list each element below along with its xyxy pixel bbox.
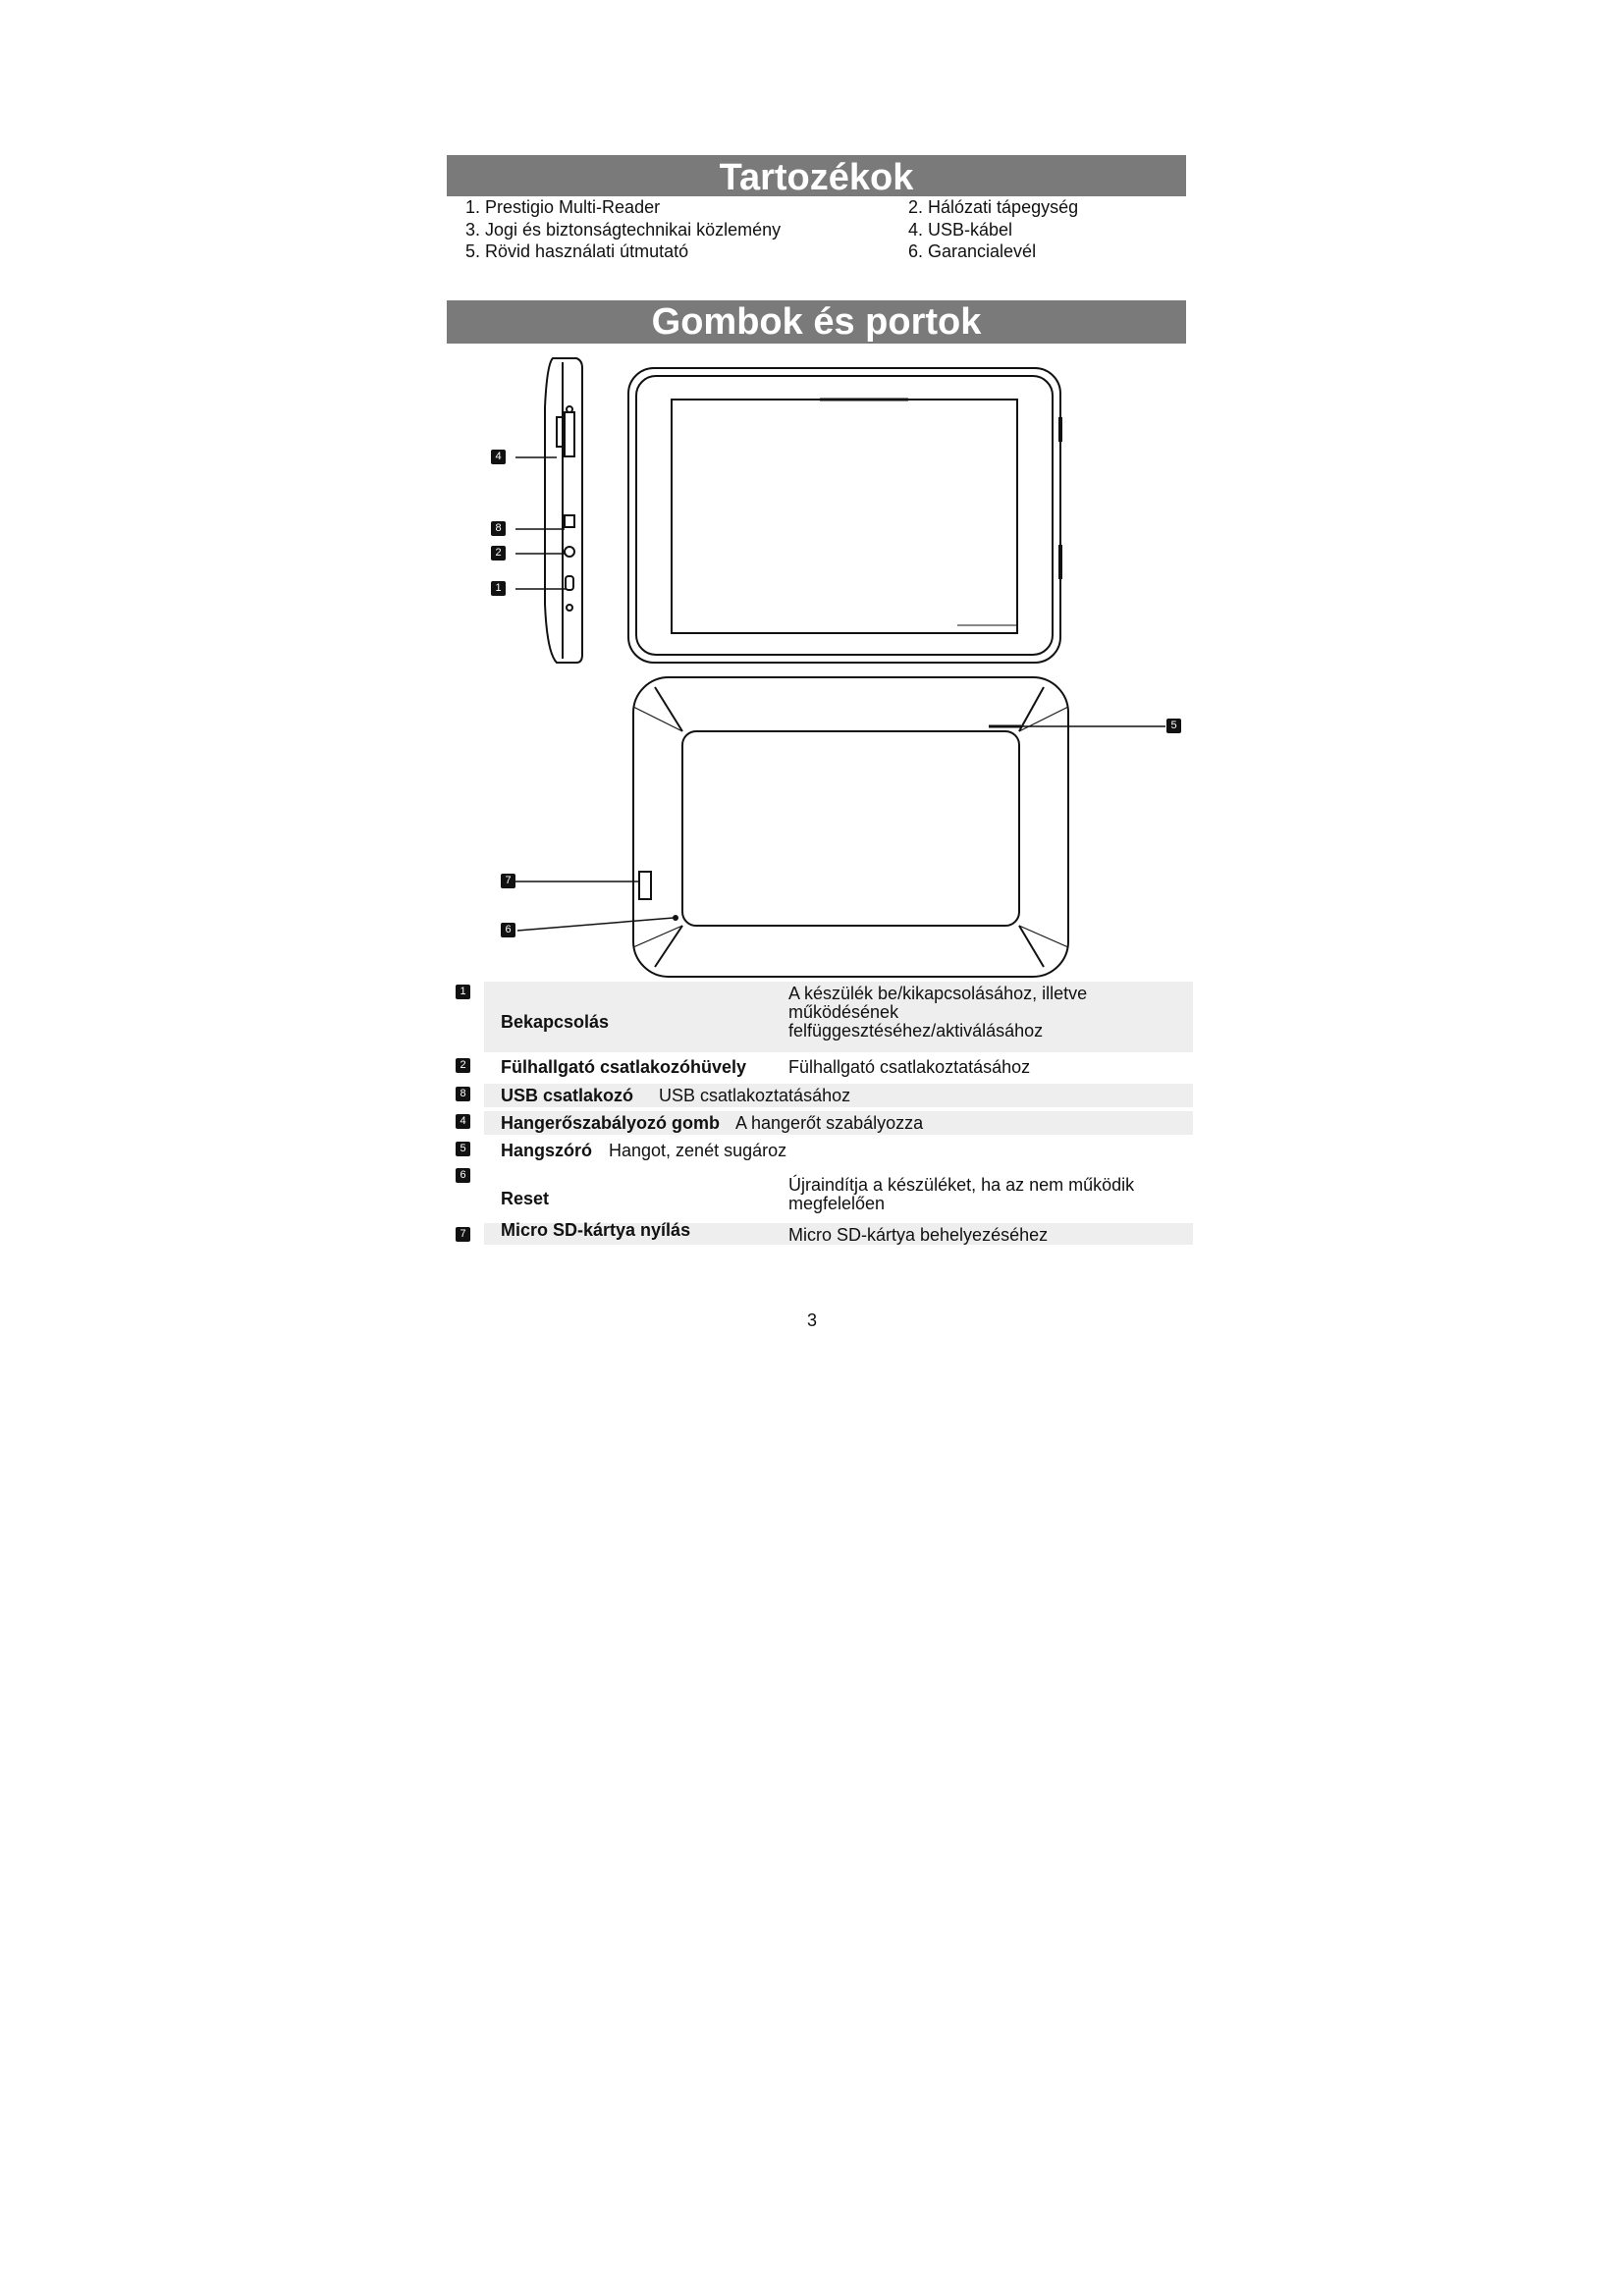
table-row xyxy=(447,1084,1193,1107)
callout-8: 8 xyxy=(491,521,506,536)
callout-5: 5 xyxy=(1166,719,1181,733)
device-front-view xyxy=(628,368,1060,663)
row-term: Hangszóró xyxy=(501,1141,593,1160)
row-desc-line: Újraindítja a készüléket, ha az nem működik xyxy=(788,1175,1135,1195)
row-number: 2 xyxy=(456,1058,470,1073)
row-number: 7 xyxy=(456,1227,470,1242)
row-desc-line: Hangot, zenét sugároz xyxy=(609,1141,787,1160)
page-number: 3 xyxy=(806,1310,817,1330)
row-number: 1 xyxy=(456,985,470,999)
row-desc-line: megfelelően xyxy=(788,1194,886,1213)
row-term: Micro SD-kártya nyílás xyxy=(501,1220,691,1240)
buttons-heading: Gombok és portok xyxy=(447,300,1186,344)
callout-7: 7 xyxy=(501,874,515,888)
callout-6: 6 xyxy=(501,923,515,937)
row-term: Bekapcsolás xyxy=(501,1012,610,1032)
row-desc-line: A készülék be/kikapcsolásához, illetve xyxy=(788,984,1088,1003)
table-row xyxy=(447,1111,1193,1135)
row-desc-line: USB csatlakoztatásához xyxy=(659,1086,851,1105)
accessory-item-5: 5. Rövid használati útmutató xyxy=(465,241,689,261)
device-side-view xyxy=(545,358,582,663)
row-term: USB csatlakozó xyxy=(501,1086,634,1105)
accessory-item-6: 6. Garancialevél xyxy=(908,241,1037,261)
row-desc-line: felfüggesztéséhez/aktiválásához xyxy=(788,1021,1044,1041)
row-term: Reset xyxy=(501,1189,550,1208)
row-desc-line: A hangerőt szabályozza xyxy=(735,1113,924,1133)
callout-2: 2 xyxy=(491,546,506,561)
row-number: 5 xyxy=(456,1142,470,1156)
callout-4: 4 xyxy=(491,450,506,464)
device-back-view xyxy=(633,677,1068,977)
row-number: 8 xyxy=(456,1087,470,1101)
row-desc-line: Fülhallgató csatlakoztatásához xyxy=(788,1057,1031,1077)
callout-1: 1 xyxy=(491,581,506,596)
accessory-item-1: 1. Prestigio Multi-Reader xyxy=(465,197,661,217)
row-desc-line: működésének xyxy=(788,1002,899,1022)
row-number: 6 xyxy=(456,1168,470,1183)
row-desc-line: Micro SD-kártya behelyezéséhez xyxy=(788,1225,1049,1245)
row-term: Fülhallgató csatlakozóhüvely xyxy=(501,1057,747,1077)
accessories-heading: Tartozékok xyxy=(447,155,1186,196)
table-row xyxy=(447,982,1193,1052)
table-row xyxy=(447,1166,1193,1215)
accessory-item-4: 4. USB-kábel xyxy=(908,220,1013,240)
row-number: 4 xyxy=(456,1114,470,1129)
accessory-item-3: 3. Jogi és biztonságtechnikai közlemény xyxy=(465,220,782,240)
table-row xyxy=(447,1055,1193,1079)
table-row xyxy=(447,1139,1193,1162)
device-diagram xyxy=(447,348,1193,987)
accessory-item-2: 2. Hálózati tápegység xyxy=(908,197,1079,217)
table-row xyxy=(447,1220,1193,1245)
row-term: Hangerőszabályozó gomb xyxy=(501,1113,721,1133)
